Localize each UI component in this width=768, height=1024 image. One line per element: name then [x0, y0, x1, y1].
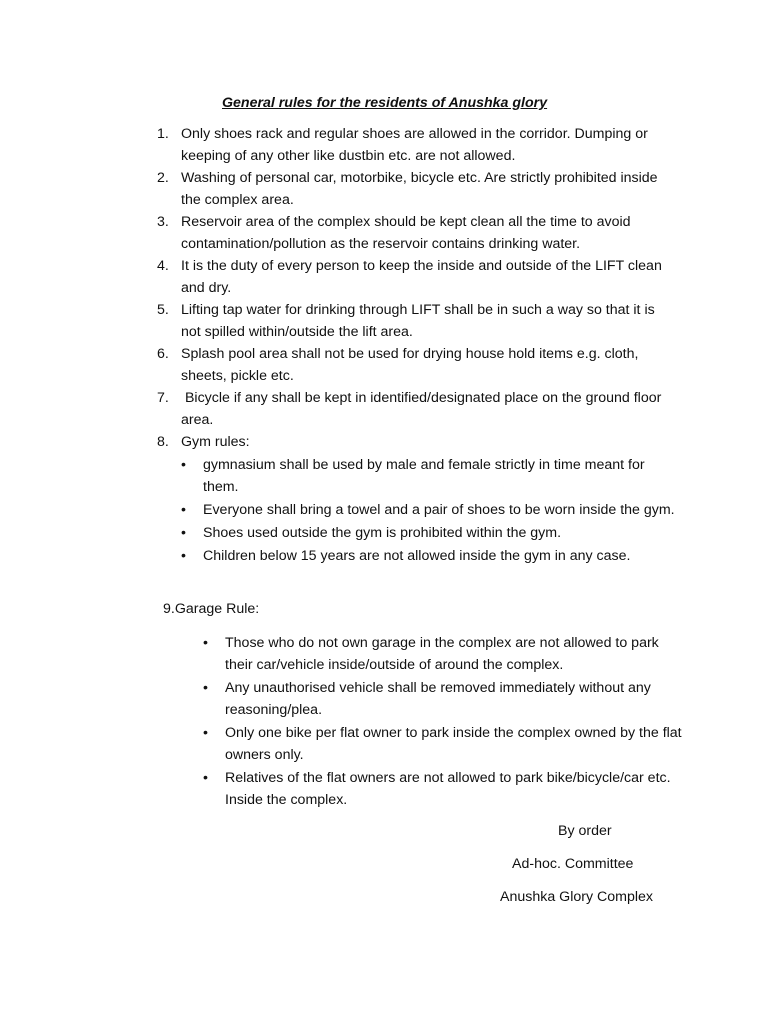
gym-rule-item [181, 522, 677, 544]
rule-item [157, 255, 677, 299]
rule-text: Only shoes rack and regular shoes are allowed in the corridor. Dumping or keeping of any other like dustbin etc. are not allowed. [181, 126, 648, 164]
garage-rule-item [203, 677, 683, 721]
bullet-icon: • [203, 770, 208, 786]
bullet-icon: • [181, 502, 186, 518]
rule-number: 5. [157, 302, 169, 318]
rule-text: Bicycle if any shall be kept in identified/designated place on the ground floor area. [181, 390, 666, 428]
rule-number: 7. [157, 390, 169, 406]
gym-rule-text: gymnasium shall be used by male and female strictly in time meant for them. [203, 457, 645, 495]
gym-rule-item [181, 454, 677, 498]
rule-number: 2. [157, 170, 169, 186]
garage-rule-text: Relatives of the flat owners are not allowed to park bike/bicycle/car etc. Inside the complex. [225, 770, 671, 808]
gym-rule-text: Children below 15 years are not allowed inside the gym in any case. [203, 548, 631, 564]
garage-rule-item [203, 632, 683, 676]
rule-text: Gym rules: [181, 434, 250, 450]
bullet-icon: • [181, 457, 186, 473]
garage-rule-item [203, 767, 683, 811]
rules-list [157, 123, 677, 568]
garage-rules-list [203, 632, 683, 812]
gym-rule-text: Everyone shall bring a towel and a pair of shoes to be worn inside the gym. [203, 502, 675, 518]
rule-number: 8. [157, 434, 169, 450]
rule-number: 1. [157, 126, 169, 142]
signature-by-order: By order [558, 823, 612, 839]
garage-rule-item [203, 722, 683, 766]
gym-rule-item [181, 499, 677, 521]
rule-text: Splash pool area shall not be used for drying house hold items e.g. cloth, sheets, pickle etc. [181, 346, 639, 384]
garage-rule-text: Those who do not own garage in the complex are not allowed to park their car/vehicle inside/outside of around the complex. [225, 635, 659, 673]
rule-text: It is the duty of every person to keep the inside and outside of the LIFT clean and dry. [181, 258, 662, 296]
rule-item [157, 211, 677, 255]
rule-text: Lifting tap water for drinking through LIFT shall be in such a way so that it is not spilled within/outside the lift area. [181, 302, 655, 340]
bullet-icon: • [203, 725, 208, 741]
bullet-icon: • [181, 525, 186, 541]
gym-rule-text: Shoes used outside the gym is prohibited within the gym. [203, 525, 562, 541]
rule-number: 6. [157, 346, 169, 362]
signature-complex-name: Anushka Glory Complex [500, 889, 653, 905]
gym-rules-list [181, 454, 677, 567]
rule-text: Washing of personal car, motorbike, bicycle etc. Are strictly prohibited inside the complex area. [181, 170, 658, 208]
rule-item [157, 387, 677, 431]
document-title: General rules for the residents of Anushka glory [222, 95, 548, 111]
garage-rule-heading: 9.Garage Rule: [163, 601, 260, 617]
rule-number: 4. [157, 258, 169, 274]
rule-number: 3. [157, 214, 169, 230]
gym-rule-item [181, 545, 677, 567]
garage-rule-text: Any unauthorised vehicle shall be removed immediately without any reasoning/plea. [225, 680, 651, 718]
rule-item [157, 123, 677, 167]
bullet-icon: • [181, 548, 186, 564]
signature-committee: Ad-hoc. Committee [512, 856, 634, 872]
rule-text: Reservoir area of the complex should be kept clean all the time to avoid contamination/pollution as the reservoir contains drinking water. [181, 214, 631, 252]
rule-item-gym [157, 431, 677, 567]
rule-item [157, 167, 677, 211]
bullet-icon: • [203, 635, 208, 651]
rule-item [157, 343, 677, 387]
bullet-icon: • [203, 680, 208, 696]
garage-rule-text: Only one bike per flat owner to park inside the complex owned by the flat owners only. [225, 725, 682, 763]
rule-item [157, 299, 677, 343]
